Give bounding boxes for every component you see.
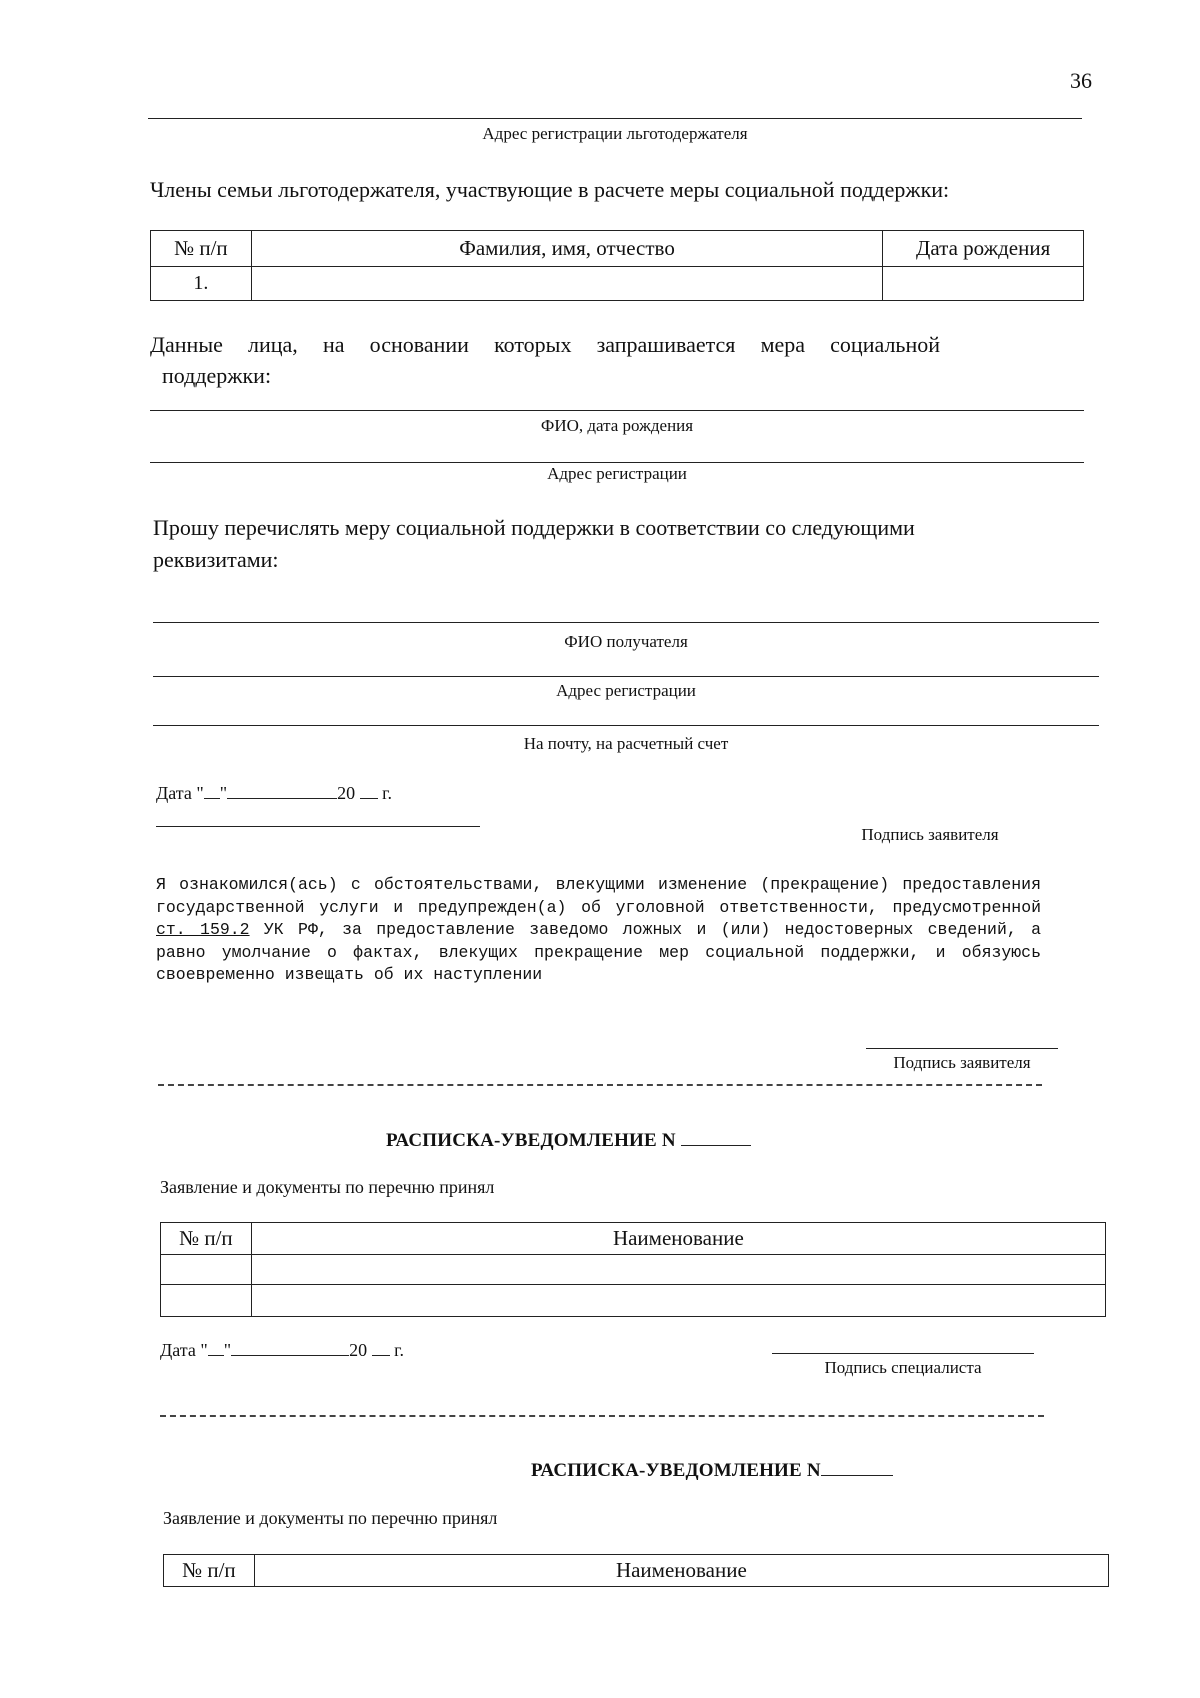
receipt-title-2 [531,1460,893,1482]
date-line-2 [160,1340,404,1361]
registration-address-caption-1: Адрес регистрации [547,464,687,483]
date-year-blank[interactable] [360,798,378,799]
applicant-signature-line-2 [866,1048,1058,1049]
transfer-request-line1: Прошу перечислять меру социальной поддержки в соответствии со следующими [153,515,915,540]
date-day-blank[interactable] [208,1355,224,1356]
declaration-text-before: Я ознакомился(ась) с обстоятельствами, влекущими изменение (прекращение) предоставления государственной услуги и предупрежден(а) об уголовной ответственности, предусмотренной [156,875,1041,917]
date-suffix: г. [394,1340,404,1360]
applicant-signature-caption-2: Подпись заявителя [893,1053,1031,1072]
table-header-number: № п/п [151,231,252,267]
date-year: 20 [337,783,356,803]
receipt-title-1-text: РАСПИСКА-УВЕДОМЛЕНИЕ N [386,1130,676,1151]
applicant-signature-caption-1: Подпись заявителя [861,825,999,844]
cut-line-2 [160,1415,1044,1417]
applicant-signature-line-1 [156,826,480,827]
date-month-blank[interactable] [231,1355,349,1356]
date-quote: " [223,1340,232,1360]
transfer-request-line2: реквизитами: [153,547,279,572]
receipt-1-cell-number[interactable] [161,1285,252,1317]
receipt-1-header-number: № п/п [161,1223,252,1255]
recipient-fio-line [153,622,1099,623]
table-cell-birthdate[interactable] [883,267,1084,301]
receipt-2-header-number: № п/п [164,1555,255,1587]
family-members-heading: Члены семьи льготодержателя, участвующие в расчете меры социальной поддержки: [150,177,950,202]
declaration-text [156,874,1041,987]
table-row [161,1285,1106,1317]
table-cell-number: 1. [151,267,252,301]
specialist-signature-caption: Подпись специалиста [824,1358,982,1377]
date-year: 20 [349,1340,368,1360]
table-row [151,267,1084,301]
receipt-number-blank-2[interactable] [821,1475,893,1476]
family-members-table [150,230,1084,301]
beneficiary-address-caption: Адрес регистрации льготодержателя [482,124,748,143]
fio-birth-line [150,410,1084,411]
receipt-title-1 [386,1130,751,1152]
date-prefix: Дата " [160,1340,208,1360]
table-row [161,1255,1106,1285]
mail-account-caption: На почту, на расчетный счет [523,734,729,753]
date-suffix: г. [382,783,392,803]
law-article-link[interactable]: ст. 159.2 [156,920,250,940]
person-data-line1: Данные лица, на основании которых запрашивается мера социальной [150,332,940,357]
specialist-signature-line [772,1353,1034,1354]
registration-address-line-1 [150,462,1084,463]
date-prefix: Дата " [156,783,204,803]
receipt-table-2 [163,1554,1109,1587]
cut-line-1 [158,1084,1042,1086]
date-quote: " [219,783,228,803]
receipt-number-blank-1[interactable] [681,1145,751,1146]
receipt-1-header-name: Наименование [251,1223,1105,1255]
date-month-blank[interactable] [227,798,337,799]
receipt-1-cell-number[interactable] [161,1255,252,1285]
beneficiary-address-line [148,118,1082,119]
page-number: 36 [1070,68,1092,93]
mail-account-line [153,725,1099,726]
receipt-1-cell-name[interactable] [251,1255,1105,1285]
receipt-title-2-text: РАСПИСКА-УВЕДОМЛЕНИЕ N [531,1460,821,1481]
fio-birth-caption: ФИО, дата рождения [540,416,694,435]
receipt-table-1 [160,1222,1106,1317]
receipt-accepted-2: Заявление и документы по перечню принял [163,1508,498,1528]
registration-address-line-2 [153,676,1099,677]
recipient-fio-caption: ФИО получателя [564,632,688,651]
receipt-1-cell-name[interactable] [251,1285,1105,1317]
table-header-birthdate: Дата рождения [883,231,1084,267]
table-cell-fullname[interactable] [251,267,883,301]
receipt-2-header-name: Наименование [254,1555,1108,1587]
table-header-fullname: Фамилия, имя, отчество [251,231,883,267]
date-day-blank[interactable] [204,798,220,799]
date-year-blank[interactable] [372,1355,390,1356]
registration-address-caption-2: Адрес регистрации [556,681,696,700]
receipt-accepted-1: Заявление и документы по перечню принял [160,1177,495,1197]
date-line-1 [156,783,392,804]
person-data-line2: поддержки: [162,363,272,388]
declaration-text-after: УК РФ, за предоставление заведомо ложных и (или) недостоверных сведений, а равно умолчание о фактах, влекущих прекращение мер социальной поддержки, и обязуюсь своевременно извещать об их наступлении [156,920,1041,985]
